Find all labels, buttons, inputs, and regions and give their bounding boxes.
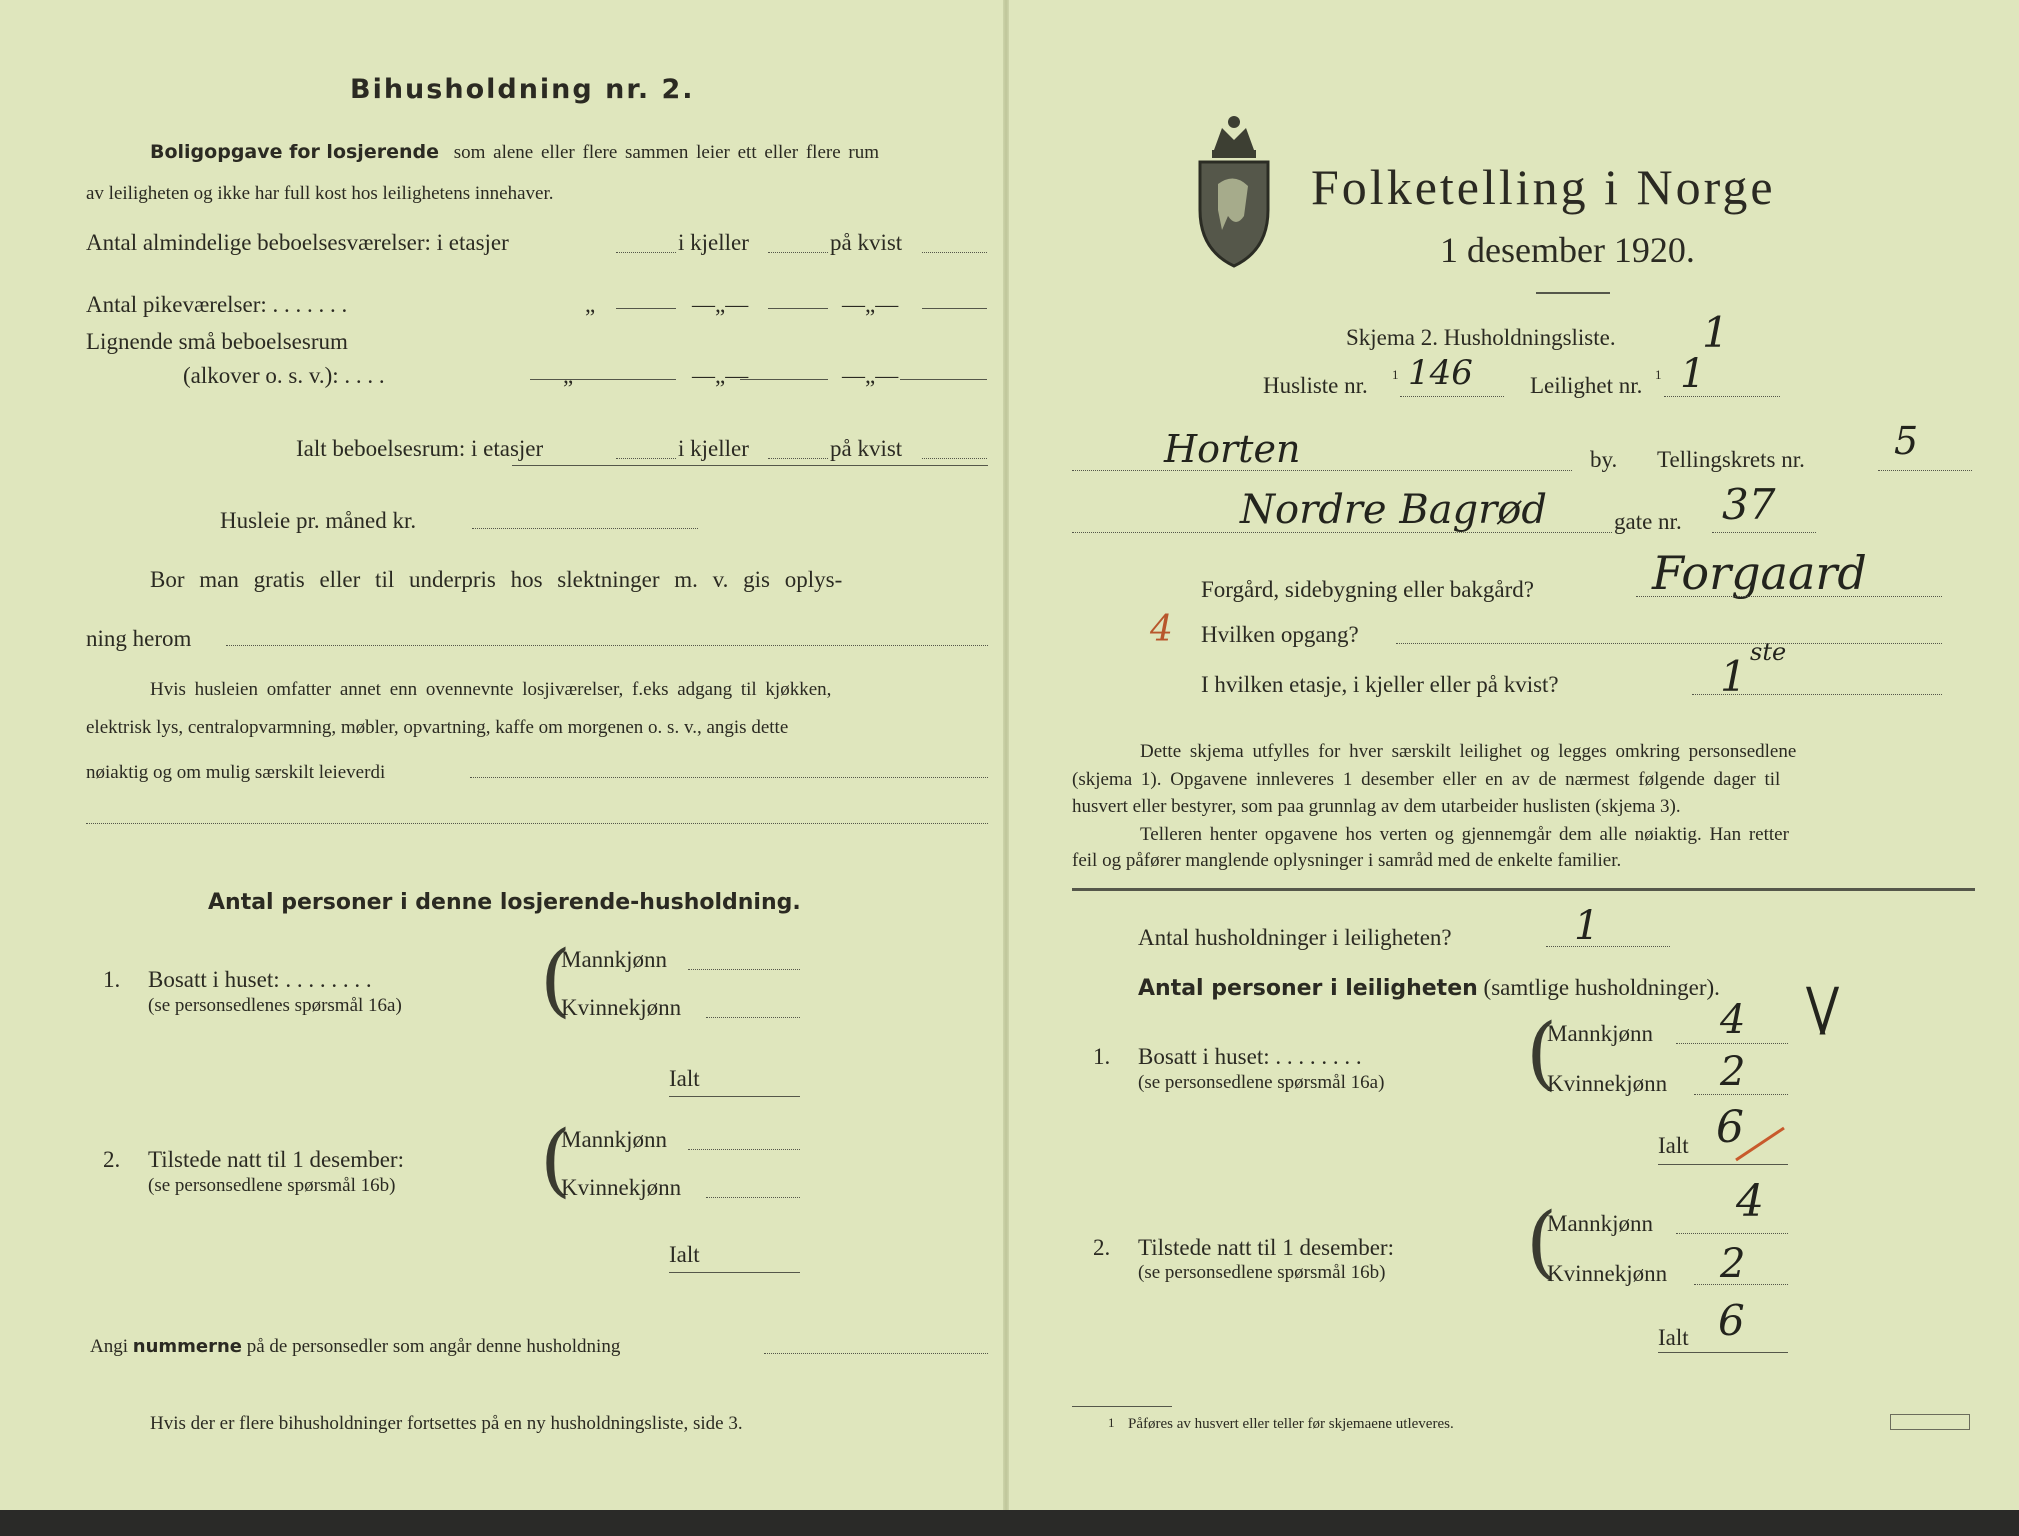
right-q2-sub: (se personsedlene spørsmål 16b) (1138, 1262, 1386, 1283)
lignende-kvist-field[interactable] (900, 379, 987, 380)
gate-value[interactable]: 37 (1722, 480, 1776, 529)
lignende-label-1: Lignende små beboelsesrum (86, 329, 348, 354)
pike-kjeller-field[interactable] (768, 308, 828, 309)
coat-of-arms-icon (1192, 110, 1276, 270)
pike-kvist-field[interactable] (922, 308, 987, 309)
left-q2-ialt-field[interactable] (669, 1272, 800, 1273)
info-line-5: feil og påfører manglende oplysninger i samråd med de enkelte familier. (1072, 850, 1622, 871)
hvis-field[interactable] (470, 777, 988, 778)
city-value[interactable]: Horten (1164, 427, 1301, 471)
info-line-4: Telleren henter opgavene hos verten og gjennemgår dem alle nøiaktig. Han retter (1140, 824, 1789, 845)
left-q1-num: 1. (103, 967, 121, 992)
left-q1-ialt-label: Ialt (669, 1066, 700, 1091)
forgaard-field (1636, 596, 1942, 597)
gate-field (1712, 532, 1816, 533)
right-q2-ialt-label: Ialt (1658, 1325, 1689, 1350)
forgaard-label: Forgård, sidebygning eller bakgård? (1201, 577, 1534, 602)
left-q1-mann-label: Mannkjønn (561, 947, 668, 972)
husleie-field[interactable] (472, 528, 698, 529)
angi-pre: Angi (90, 1336, 128, 1357)
right-q1-sub: (se personsedlene spørsmål 16a) (1138, 1072, 1385, 1093)
footnote-num: 1 (1108, 1415, 1115, 1430)
right-antal-heading (1138, 976, 1720, 1000)
ialt-underline (512, 465, 988, 466)
hvis-field-2[interactable] (86, 823, 988, 824)
rooms-etasjer-field[interactable] (616, 252, 676, 253)
leilighet-label: Leilighet nr. (1530, 373, 1643, 398)
rooms-label: Antal almindelige beboelsesværelser: i etasjer (86, 230, 509, 255)
intro-line-2: av leiligheten og ikke har full kost hos leilighetens innehaver. (86, 183, 554, 204)
left-q2-sub: (se personsedlene spørsmål 16b) (148, 1175, 396, 1196)
pike-label: Antal pikeværelser: . . . . . . . (86, 292, 348, 317)
info-line-2: (skjema 1). Opgavene innleveres 1 desember eller en av de nærmest følgende dager til (1072, 769, 1781, 790)
rooms-kjeller-field[interactable] (768, 252, 828, 253)
title-rule (1536, 292, 1610, 294)
leilighet-sup: 1 (1655, 367, 1662, 382)
right-q2-label: Tilstede natt til 1 desember: (1138, 1235, 1394, 1260)
pike-ditto: „ (585, 292, 596, 317)
right-q2-kvinne-label: Kvinnekjønn (1547, 1261, 1668, 1286)
right-antal-bold: Antal personer i leiligheten (1138, 976, 1478, 1001)
margin-mark: 4 (1150, 609, 1173, 650)
husholdninger-label: Antal husholdninger i leiligheten? (1138, 925, 1452, 950)
right-q1-brace: ( (1526, 1006, 1558, 1099)
right-q2-ialt-field (1658, 1352, 1788, 1353)
right-q1-kvinne-field (1694, 1094, 1788, 1095)
right-q1-kvinne-value[interactable]: 2 (1720, 1049, 1746, 1095)
pike-ditto-2: —„— (692, 292, 749, 317)
left-q2-ialt-label: Ialt (669, 1242, 700, 1267)
hvis-line-2: elektrisk lys, centralopvarmning, møbler, opvartning, kaffe om morgenen o. s. v., angis dette (86, 717, 789, 738)
right-q1-ialt-value[interactable]: 6 (1716, 1102, 1744, 1153)
footnote-text: Påføres av husvert eller teller før skjemaene utleveres. (1128, 1416, 1454, 1432)
tellingskrets-value[interactable]: 5 (1894, 419, 1919, 463)
street-field (1072, 532, 1612, 533)
angi-line (90, 1337, 620, 1356)
right-q2-mann-label: Mannkjønn (1547, 1211, 1654, 1236)
right-q2-num: 2. (1093, 1235, 1111, 1260)
street-value[interactable]: Nordre Bagrød (1240, 487, 1547, 533)
census-date: 1 desember 1920. (1440, 230, 1695, 270)
husliste-label: Husliste nr. (1263, 373, 1368, 398)
right-antal-rest: (samtlige husholdninger). (1483, 975, 1720, 1000)
correction-stroke (1730, 1124, 1790, 1164)
tellingskrets-label: Tellingskrets nr. (1657, 447, 1805, 472)
rooms-kvist-field[interactable] (922, 252, 987, 253)
pike-etasjer-field[interactable] (616, 308, 676, 309)
rooms-kjeller-label: i kjeller (678, 230, 749, 255)
ialt-etasjer-field[interactable] (616, 458, 676, 459)
angi-bold: nummerne (132, 1336, 242, 1357)
left-q1-ialt-field[interactable] (669, 1096, 800, 1097)
lignende-ditto-3: —„— (842, 363, 899, 388)
left-q1-kvinne-field[interactable] (706, 1017, 800, 1018)
bor-line-1: Bor man gratis eller til underpris hos slektninger m. v. gis oplys- (150, 567, 843, 592)
page-fold (1003, 0, 1009, 1510)
info-rule (1072, 888, 1975, 891)
tellingskrets-field (1878, 470, 1972, 471)
etasje-sup: ste (1750, 638, 1787, 666)
right-q1-label: Bosatt i huset: . . . . . . . . (1138, 1044, 1362, 1069)
rooms-kvist-label: på kvist (830, 230, 903, 255)
info-line-3: husvert eller bestyrer, som paa grunnlag av dem utarbeider huslisten (skjema 3). (1072, 796, 1681, 817)
hvis-line-3: nøiaktig og om mulig særskilt leieverdi (86, 762, 386, 783)
left-q2-num: 2. (103, 1147, 121, 1172)
lignende-ditto-2: —„— (692, 363, 749, 388)
right-q1-mann-field (1676, 1043, 1788, 1044)
left-q2-mann-label: Mannkjønn (561, 1127, 668, 1152)
lignende-label-2: (alkover o. s. v.): . . . . (183, 363, 385, 388)
check-mark: \/ (1806, 975, 1834, 1043)
husholdninger-field (1546, 946, 1670, 947)
left-q1-brace: ( (540, 933, 572, 1026)
right-q2-kvinne-field (1694, 1284, 1788, 1285)
intro-rest: som alene eller flere sammen leier ett eller flere rum (453, 142, 880, 163)
skjema-label: Skjema 2. Husholdningsliste. (1346, 325, 1616, 350)
husliste-field (1400, 396, 1504, 397)
angi-post: på de personsedler som angår denne husholdning (246, 1336, 621, 1357)
opgang-label: Hvilken opgang? (1201, 622, 1359, 647)
left-q2-kvinne-label: Kvinnekjønn (561, 1175, 682, 1200)
right-q1-ialt-label: Ialt (1658, 1133, 1689, 1158)
husholdninger-value[interactable]: 1 (1574, 903, 1600, 949)
ialt-kjeller-label: i kjeller (678, 436, 749, 461)
forgaard-value[interactable]: Forgaard (1652, 546, 1867, 600)
left-q2-kvinne-field[interactable] (706, 1197, 800, 1198)
left-q1-kvinne-label: Kvinnekjønn (561, 995, 682, 1020)
husleie-label: Husleie pr. måned kr. (220, 508, 417, 533)
husliste-sup: 1 (1392, 367, 1399, 382)
hvis-line-1: Hvis husleien omfatter annet enn ovennevnte losjiværelser, f.eks adgang til kjøkken, (150, 679, 832, 700)
skjema-value[interactable]: 1 (1702, 308, 1729, 357)
right-q1-mann-value[interactable]: 4 (1720, 997, 1746, 1043)
footnote-rule (1072, 1406, 1172, 1407)
bor-field[interactable] (226, 645, 988, 646)
leilighet-value[interactable]: 1 (1680, 351, 1706, 397)
left-q1-label: Bosatt i huset: . . . . . . . . (148, 967, 372, 992)
etasje-value[interactable]: 1 (1720, 652, 1747, 701)
city-field (1072, 470, 1572, 471)
by-label: by. (1590, 447, 1618, 472)
left-title: Bihusholdning nr. 2. (350, 74, 695, 105)
husliste-value[interactable]: 146 (1408, 353, 1473, 393)
ialt-kjeller-field[interactable] (768, 458, 828, 459)
etasje-label: I hvilken etasje, i kjeller eller på kvist? (1201, 672, 1559, 697)
left-q2-label: Tilstede natt til 1 desember: (148, 1147, 404, 1172)
info-line-1: Dette skjema utfylles for hver særskilt leilighet og legges omkring personsedlene (1140, 741, 1797, 762)
etasje-field (1692, 694, 1942, 695)
right-q1-num: 1. (1093, 1044, 1111, 1069)
left-q2-brace: ( (540, 1113, 572, 1206)
gate-label: gate nr. (1614, 509, 1682, 534)
right-q1-kvinne-label: Kvinnekjønn (1547, 1071, 1668, 1096)
right-q2-mann-field (1676, 1233, 1788, 1234)
right-q1-mann-label: Mannkjønn (1547, 1021, 1654, 1046)
angi-field[interactable] (764, 1353, 988, 1354)
intro-line-1 (150, 143, 879, 162)
bor-line-2: ning herom (86, 626, 192, 651)
pike-ditto-3: —„— (842, 292, 899, 317)
right-q2-kvinne-value[interactable]: 2 (1720, 1241, 1746, 1287)
leilighet-field (1664, 396, 1780, 397)
right-title: Folketelling i Norge (1311, 159, 1776, 215)
lignende-ditto: „ (563, 363, 574, 388)
right-q2-mann-value[interactable]: 4 (1736, 1176, 1764, 1227)
printer-stamp (1890, 1414, 1970, 1430)
opgang-field[interactable] (1396, 643, 1942, 644)
ialt-rooms-label: Ialt beboelsesrum: i etasjer (296, 436, 544, 461)
left-q2-mann-field[interactable] (688, 1149, 800, 1150)
left-q1-sub: (se personsedlenes spørsmål 16a) (148, 995, 402, 1016)
intro-bold: Boligopgave for losjerende (150, 141, 439, 163)
right-q2-ialt-value[interactable]: 6 (1718, 1296, 1745, 1345)
lignende-etasjer-field[interactable] (530, 379, 676, 380)
right-q1-ialt-field (1658, 1164, 1788, 1165)
ialt-kvist-label: på kvist (830, 436, 903, 461)
left-footer: Hvis der er flere bihusholdninger fortsettes på en ny husholdningsliste, side 3. (150, 1413, 743, 1434)
left-q1-mann-field[interactable] (688, 969, 800, 970)
left-antal-heading: Antal personer i denne losjerende-husholdning. (208, 890, 801, 915)
right-q2-brace: ( (1526, 1195, 1558, 1288)
lignende-kjeller-field[interactable] (740, 379, 828, 380)
ialt-kvist-field[interactable] (922, 458, 987, 459)
